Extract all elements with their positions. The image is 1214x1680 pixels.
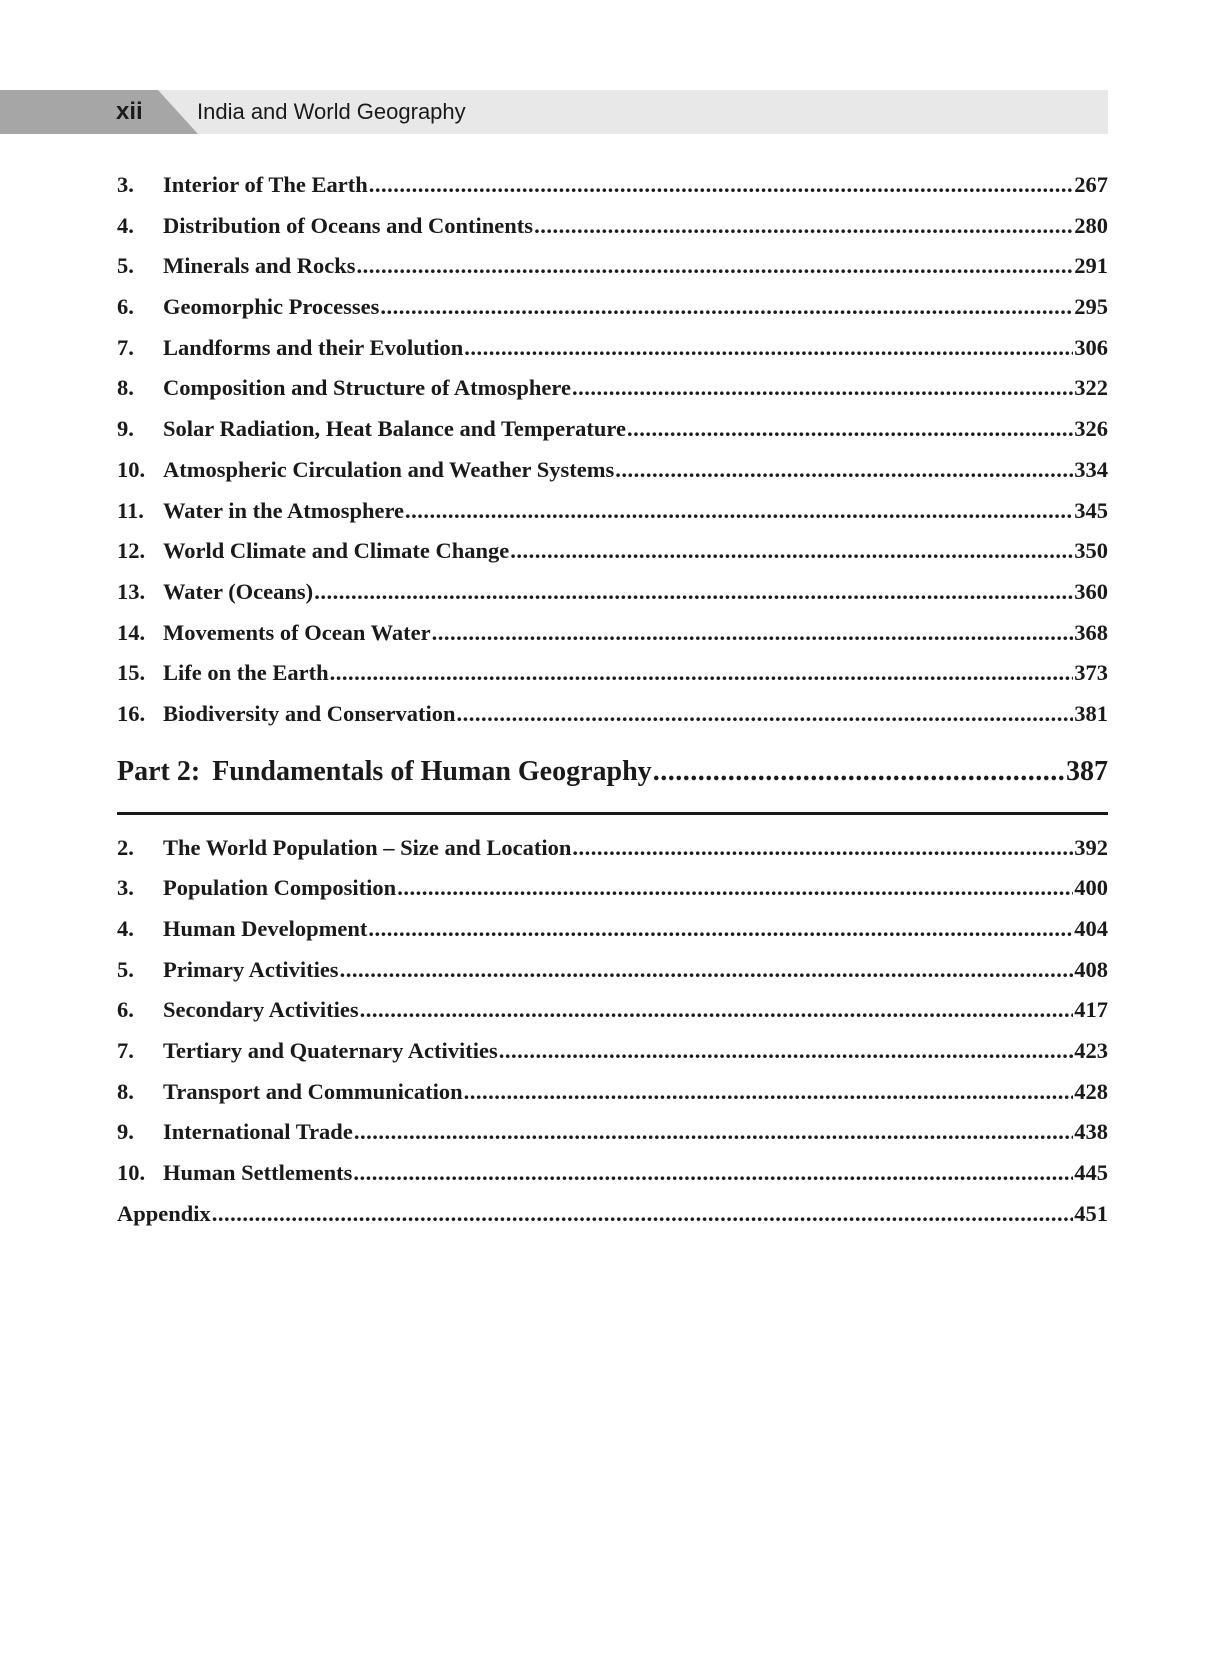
entry-page-number: 280 xyxy=(1074,212,1108,238)
toc-entry[interactable] xyxy=(117,835,1108,876)
entry-page-number: 392 xyxy=(1074,834,1108,860)
entry-page-number: 368 xyxy=(1074,619,1108,645)
part-label: Part 2: xyxy=(117,755,201,787)
entry-page-number: 295 xyxy=(1074,294,1108,320)
leader-dots xyxy=(380,294,1073,320)
toc-entry[interactable] xyxy=(117,498,1108,539)
entry-title: Distribution of Oceans and Continents xyxy=(163,212,534,238)
entry-title: Tertiary and Quaternary Activities xyxy=(163,1038,498,1064)
entry-number: 10. xyxy=(117,456,146,482)
entry-page-number: 417 xyxy=(1074,997,1108,1023)
entry-title: Minerals and Rocks xyxy=(163,253,356,279)
entry-title: Human Settlements xyxy=(163,1160,353,1186)
entry-title: Human Development xyxy=(163,916,368,941)
entry-number: 11. xyxy=(117,497,144,523)
entry-page-number: 334 xyxy=(1074,456,1108,482)
part-title: Fundamentals of Human Geography xyxy=(212,755,652,787)
leader-dots xyxy=(314,579,1073,605)
entry-number: 5. xyxy=(117,253,134,279)
entry-title: Transport and Communication xyxy=(163,1078,463,1104)
entry-number: 10. xyxy=(117,1160,146,1186)
entry-page-number: 400 xyxy=(1074,875,1108,901)
toc-entry[interactable] xyxy=(117,172,1108,213)
entry-number: 3. xyxy=(117,172,134,197)
entry-page-number: 267 xyxy=(1074,172,1108,197)
entry-title: Composition and Structure of Atmosphere xyxy=(163,375,571,401)
toc-entry[interactable] xyxy=(117,660,1108,701)
leader-dots xyxy=(353,1160,1073,1186)
entry-page-number: 445 xyxy=(1074,1160,1108,1186)
entry-number: 14. xyxy=(117,619,146,645)
entry-title: Movements of Ocean Water xyxy=(163,619,431,645)
toc-entry[interactable] xyxy=(117,1038,1108,1079)
toc-entry[interactable] xyxy=(117,538,1108,579)
leader-dots xyxy=(397,875,1073,901)
entry-number: 15. xyxy=(117,660,146,686)
entry-number: 9. xyxy=(117,416,134,442)
entry-title: Appendix xyxy=(117,1200,211,1226)
leader-dots xyxy=(464,335,1073,361)
leader-dots xyxy=(340,957,1074,983)
entry-page-number: 322 xyxy=(1074,375,1108,401)
leader-dots xyxy=(369,172,1073,198)
page-number: xii xyxy=(116,98,143,125)
leader-dots xyxy=(464,1079,1074,1105)
leader-dots xyxy=(457,701,1074,727)
entry-number: 4. xyxy=(117,212,134,238)
part2-entry-list xyxy=(117,835,1108,1201)
toc-entry[interactable] xyxy=(117,916,1108,957)
toc-entry[interactable] xyxy=(117,620,1108,661)
entry-page-number: 373 xyxy=(1074,660,1108,686)
entry-page-number: 404 xyxy=(1074,916,1108,941)
entry-number: 7. xyxy=(117,334,134,360)
entry-page-number: 438 xyxy=(1074,1119,1108,1145)
table-of-contents xyxy=(117,172,1108,1242)
entry-number: 7. xyxy=(117,1038,134,1064)
entry-page-number: 408 xyxy=(1074,956,1108,982)
leader-dots xyxy=(572,375,1073,401)
entry-number: 12. xyxy=(117,538,146,564)
entry-number: 9. xyxy=(117,1119,134,1145)
entry-page-number: 291 xyxy=(1074,253,1108,279)
entry-title: World Climate and Climate Change xyxy=(163,538,510,564)
toc-entry[interactable] xyxy=(117,875,1108,916)
running-header-title: India and World Geography xyxy=(197,99,466,124)
part-divider-rule xyxy=(117,812,1108,815)
toc-entry[interactable] xyxy=(117,335,1108,376)
leader-dots xyxy=(330,660,1074,686)
leader-dots xyxy=(653,756,1065,788)
entry-page-number: 360 xyxy=(1074,578,1108,604)
leader-dots xyxy=(405,498,1073,524)
entry-number: 8. xyxy=(117,1078,134,1104)
entry-page-number: 350 xyxy=(1074,538,1108,564)
entry-number: 8. xyxy=(117,375,134,401)
entry-page-number: 345 xyxy=(1074,497,1108,523)
toc-entry[interactable] xyxy=(117,957,1108,998)
entry-title: Geomorphic Processes xyxy=(163,294,380,320)
entry-title: Water (Oceans) xyxy=(163,578,314,604)
entry-number: 4. xyxy=(117,916,134,941)
entry-page-number: 306 xyxy=(1074,334,1108,360)
entry-title: Atmospheric Circulation and Weather Systems xyxy=(163,456,615,482)
leader-dots xyxy=(368,916,1073,942)
toc-entry[interactable] xyxy=(117,253,1108,294)
entry-title: Secondary Activities xyxy=(163,997,359,1023)
leader-dots xyxy=(510,538,1073,564)
toc-entry[interactable] xyxy=(117,416,1108,457)
entry-title: International Trade xyxy=(163,1119,353,1145)
entry-page-number: 428 xyxy=(1074,1078,1108,1104)
entry-number: 6. xyxy=(117,294,134,320)
entry-page-number: 381 xyxy=(1074,700,1108,726)
entry-title: Life on the Earth xyxy=(163,660,329,686)
entry-title: Solar Radiation, Heat Balance and Temperature xyxy=(163,416,626,442)
toc-entry[interactable] xyxy=(117,1119,1108,1160)
entry-title: Primary Activities xyxy=(163,956,339,982)
leader-dots xyxy=(534,213,1073,239)
leader-dots xyxy=(572,835,1073,861)
toc-entry[interactable] xyxy=(117,375,1108,416)
entry-title: Population Composition xyxy=(163,875,397,901)
leader-dots xyxy=(432,620,1074,646)
leader-dots xyxy=(627,416,1073,442)
leader-dots xyxy=(354,1119,1073,1145)
entry-page-number: 326 xyxy=(1074,416,1108,442)
leader-dots xyxy=(212,1201,1073,1227)
part2-heading[interactable] xyxy=(117,756,1108,806)
leader-dots xyxy=(499,1038,1073,1064)
entry-number: 5. xyxy=(117,956,134,982)
leader-dots xyxy=(357,253,1074,279)
toc-entry[interactable] xyxy=(117,457,1108,498)
entry-title: Biodiversity and Conservation xyxy=(163,700,456,726)
entry-number: 6. xyxy=(117,997,134,1023)
toc-entry[interactable] xyxy=(117,701,1108,742)
entry-number: 3. xyxy=(117,875,134,901)
entry-number: 2. xyxy=(117,834,134,860)
leader-dots xyxy=(615,457,1073,483)
toc-entry[interactable] xyxy=(117,1160,1108,1201)
entry-number: 16. xyxy=(117,700,146,726)
part-page-number: 387 xyxy=(1066,755,1108,787)
toc-entry[interactable] xyxy=(117,579,1108,620)
entry-number: 13. xyxy=(117,578,146,604)
entry-page-number: 423 xyxy=(1074,1038,1108,1064)
entry-title: Water in the Atmosphere xyxy=(163,497,405,523)
toc-entry[interactable] xyxy=(117,213,1108,254)
entry-title: Landforms and their Evolution xyxy=(163,334,464,360)
entry-title: The World Population – Size and Location xyxy=(163,834,572,860)
toc-entry[interactable] xyxy=(117,1079,1108,1120)
appendix-entry[interactable] xyxy=(117,1201,1108,1242)
entry-page-number: 451 xyxy=(1074,1200,1108,1226)
toc-entry[interactable] xyxy=(117,294,1108,335)
toc-entry[interactable] xyxy=(117,997,1108,1038)
leader-dots xyxy=(360,997,1074,1023)
entry-title: Interior of The Earth xyxy=(163,172,368,197)
part1-entry-list xyxy=(117,172,1108,742)
